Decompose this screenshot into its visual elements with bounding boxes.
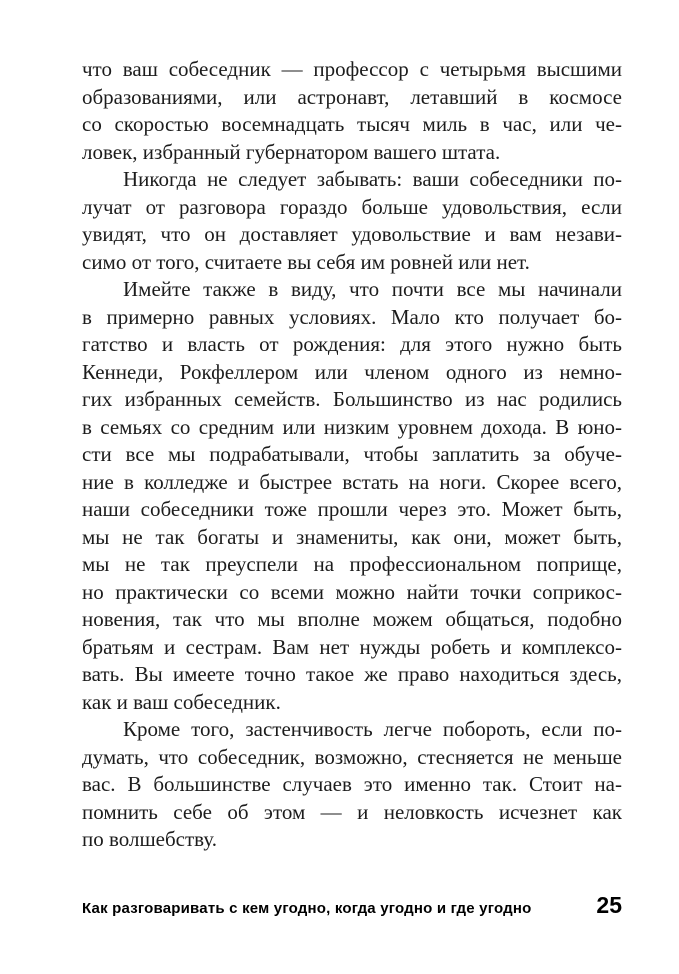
text-line: братьям и сестрам. Вам нет нужды робеть и комплексо-: [82, 634, 622, 659]
text-line: гатство и власть от рождения: для этого нужно быть: [82, 332, 622, 356]
text-line: в примерно равных условиях. Мало кто получает бо-: [82, 304, 622, 329]
text-line: вас. В большинстве случаев это именно так. Стоит на-: [82, 772, 622, 796]
text-line: вать. Вы имеете точно такое же право находиться здесь,: [82, 662, 622, 686]
text-line: мы не так преуспели на профессиональном поприще,: [82, 552, 622, 576]
text-line: но практически со всеми можно найти точки соприкос-: [82, 579, 622, 604]
text-line: лучат от разговора гораздо больше удовольствия, если: [82, 194, 622, 219]
text-line: наши собеседники тоже прошли через это. Может быть,: [82, 497, 622, 521]
text-line: мы не так богаты и знамениты, как они, может быть,: [82, 524, 622, 549]
text-line: по волшебству.: [82, 827, 217, 851]
text-line: Никогда не следует забывать: ваши собеседники по-: [123, 167, 622, 191]
text-line: гих избранных семейств. Большинство из нас родились: [82, 387, 622, 411]
text-line: что ваш собеседник — профессор с четырьмя высшими: [82, 57, 622, 81]
text-line: со скоростью восемнадцать тысяч миль в час, или че-: [82, 112, 622, 136]
text-line: симо от того, считаете вы себя им ровней или нет.: [82, 249, 530, 274]
text-line: Кроме того, застенчивость легче побороть, если по-: [123, 717, 622, 741]
text-line: сти все мы подрабатывали, чтобы заплатить за обуче-: [82, 442, 622, 466]
text-line: как и ваш собеседник.: [82, 689, 281, 714]
page-text: [82, 56, 622, 854]
page-footer: [82, 892, 622, 919]
text-line: увидят, что он доставляет удовольствие и вам незави-: [82, 222, 622, 246]
running-title: Как разговаривать с кем угодно, когда угодно и где угодно: [82, 900, 532, 917]
text-line: в семьях со средним или низким уровнем дохода. В юно-: [82, 414, 622, 439]
text-line: ние в колледже и быстрее встать на ноги. Скорее всего,: [82, 469, 622, 494]
text-line: ловек, избранный губернатором вашего штата.: [82, 139, 501, 164]
text-line: думать, что собеседник, возможно, стесняется не меньше: [82, 744, 622, 769]
text-line: помнить себе об этом — и неловкость исчезнет как: [82, 799, 622, 824]
text-line: Имейте также в виду, что почти все мы начинали: [123, 277, 622, 301]
text-line: новения, так что мы вполне можем общаться, подобно: [82, 607, 622, 631]
text-line: образованиями, или астронавт, летавший в космосе: [82, 84, 622, 109]
text-line: Кеннеди, Рокфеллером или членом одного из немно-: [82, 359, 622, 384]
page-number: 25: [596, 892, 622, 918]
